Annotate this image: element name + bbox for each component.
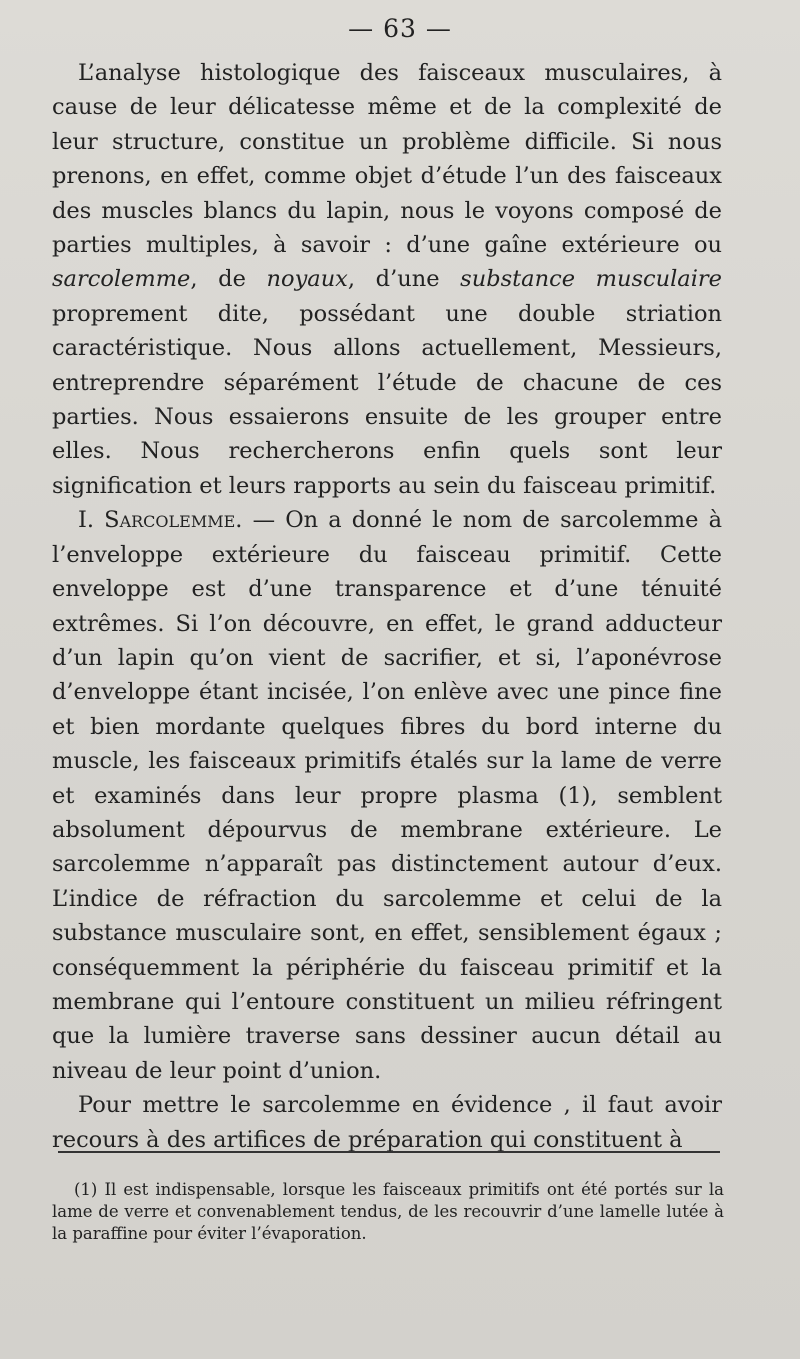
- body-text: [52, 56, 722, 1157]
- paragraph-2-text: — On a donné le nom de sarcolemme à l’enveloppe extérieure du faisceau primitif. Cette enveloppe est d’une transparence et d’une ténuité extrêmes. Si l’on découvre, en effet, le grand adducteur d’un lapin qu’on vient de sacrifier, et si, l’aponévrose d’enveloppe étant incisée, l’on enlève avec une pince fine et bien mordante quelques fibres du bord interne du muscle, les faisceaux primitifs étalés sur la lame de verre et examinés dans leur propre plasma (1), semblent absolument dépourvus de membrane extérieure. Le sarcolemme n’apparaît pas distinctement autour d’eux. L’indice de réfraction du sarcolemme et celui de la substance musculaire sont, en effet, sensiblement égaux ; conséquemment la périphérie du faisceau primitif et la membrane qui l’entoure constituent un milieu réfringent que la lumière traverse sans dessiner aucun détail au niveau de leur point d’union.: [52, 507, 722, 1084]
- paragraph-1-text-d: proprement dite, possédant une double striation caractéristique. Nous allons actuellement, Messieurs, entreprendre séparément l’étude de chacune de ces parties. Nous essaierons ensuite de les grouper entre elles. Nous rechercherons enfin quels sont leur signification et leurs rapports au sein du faisceau primitif.: [52, 300, 722, 499]
- section-heading: Sarcolemme.: [104, 507, 243, 534]
- paragraph-2: [52, 503, 722, 1088]
- term-noyaux: noyaux: [266, 266, 348, 293]
- term-substance-musculaire: substance musculaire: [460, 266, 722, 293]
- paragraph-1: [52, 56, 722, 503]
- term-sarcolemme: sarcolemme: [52, 266, 191, 293]
- footnote-divider: [58, 1151, 720, 1153]
- paragraph-1-text-c: , d’une: [347, 266, 461, 293]
- page-number: — 63 —: [348, 14, 452, 43]
- section-number: I.: [78, 507, 95, 534]
- footnote-text: (1) Il est indispensable, lorsque les faisceaux primitifs ont été portés sur la lame de verre et convenablement tendus, de les recouvrir d’une lamelle lutée à la paraffine pour éviter l’évaporation.: [52, 1180, 724, 1243]
- paragraph-1-text: L’analyse histologique des faisceaux musculaires, à cause de leur délicatesse même et de la complexité de leur structure, constitue un problème difficile. Si nous prenons, en effet, comme objet d’étude l’un des faisceaux des muscles blancs du lapin, nous le voyons composé de parties multiples, à savoir : d’une gaîne extérieure ou: [52, 60, 722, 259]
- paragraph-3: Pour mettre le sarcolemme en évidence , il faut avoir recours à des artifices de préparation qui constituent à: [52, 1092, 722, 1153]
- paragraph-1-text-b: , de: [190, 266, 267, 293]
- footnote: [52, 1179, 724, 1245]
